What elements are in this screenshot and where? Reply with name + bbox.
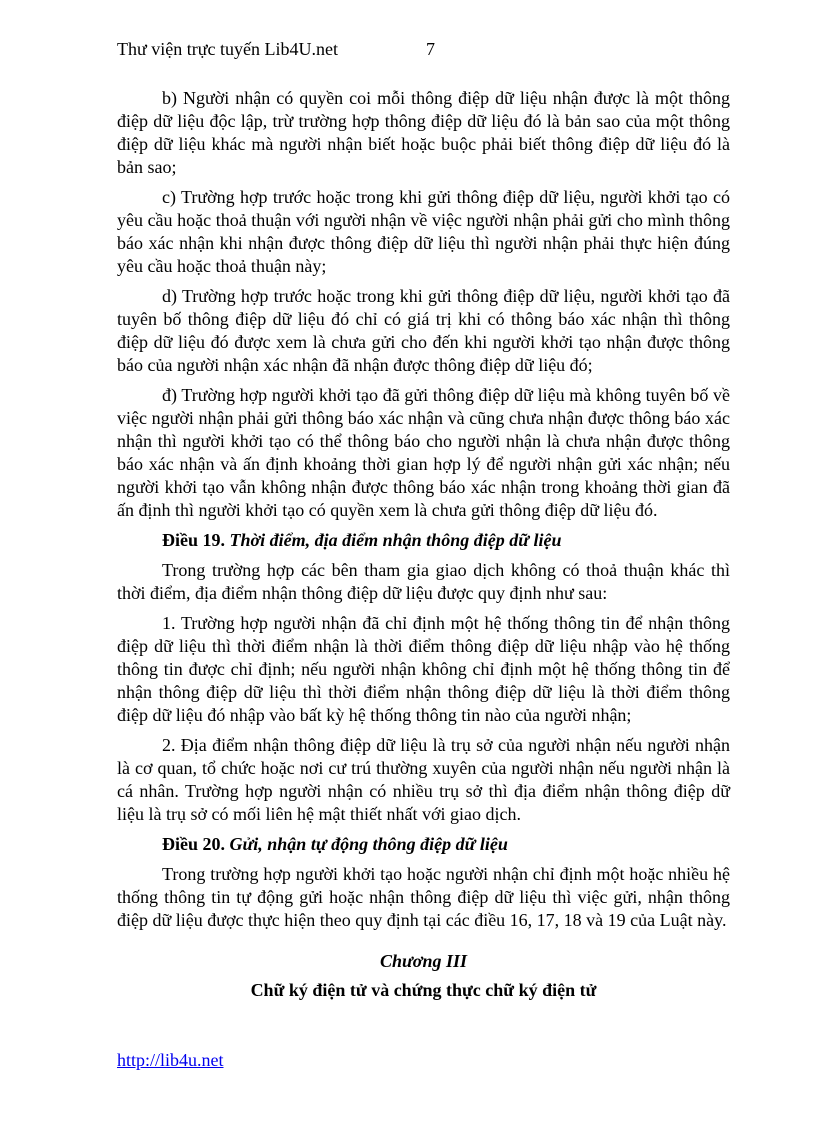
article-19-clause-2: 2. Địa điểm nhận thông điệp dữ liệu là trụ sở của người nhận nếu người nhận là cơ quan, tổ chức hoặc nơi cư trú thường xuyên của người nhận nếu người nhận là cá nhân. Trường hợp người nhận có nhiều trụ sở thì địa điểm nhận thông điệp dữ liệu là trụ sở có mối liên hệ mật thiết nhất với giao dịch. xyxy=(117,735,730,824)
document-body xyxy=(117,87,730,1002)
article-19-heading xyxy=(117,529,730,552)
chapter-label: Chương III xyxy=(380,951,467,971)
footer-link[interactable]: http://lib4u.net xyxy=(117,1050,224,1070)
article-19-title: Thời điểm, địa điểm nhận thông điệp dữ liệu xyxy=(229,530,562,550)
page-footer xyxy=(117,1049,224,1071)
article-20-heading xyxy=(117,833,730,856)
paragraph-b: b) Người nhận có quyền coi mỗi thông điệp dữ liệu nhận được là một thông điệp dữ liệu độc lập, trừ trường hợp thông điệp dữ liệu đó là bản sao của một thông điệp dữ liệu khác mà người nhận biết hoặc buộc phải biết thông điệp dữ liệu đó là bản sao; xyxy=(117,88,730,177)
article-20-title: Gửi, nhận tự động thông điệp dữ liệu xyxy=(229,834,508,854)
article-19-clause-1: 1. Trường hợp người nhận đã chỉ định một hệ thống thông tin để nhận thông điệp dữ liệu thì thời điểm nhận là thời điểm thông điệp dữ liệu nhập vào hệ thống thông tin được chỉ định; nếu người nhận không chỉ định một hệ thống thông tin để nhận thông điệp dữ liệu thì thời điểm nhận thông điệp dữ liệu là thời điểm thông điệp dữ liệu đó nhập vào bất kỳ hệ thống thông tin nào của người nhận; xyxy=(117,613,730,725)
chapter-title: Chữ ký điện tử và chứng thực chữ ký điện tử xyxy=(250,980,597,1000)
page-number: 7 xyxy=(426,39,435,59)
article-19-label: Điều 19. xyxy=(162,530,225,550)
paragraph-dd: đ) Trường hợp người khởi tạo đã gửi thông điệp dữ liệu mà không tuyên bố về việc người nhận phải gửi thông báo xác nhận và cũng chưa nhận được thông báo xác nhận thì người khởi tạo có thể thông báo cho người nhận là chưa nhận được thông báo xác nhận và ấn định khoảng thời gian hợp lý để người nhận gửi xác nhận; nếu người khởi tạo vẫn không nhận được thông báo xác nhận trong khoảng thời gian đã ấn định thì người khởi tạo có quyền xem là chưa gửi thông điệp dữ liệu đó. xyxy=(117,385,730,520)
article-19-intro: Trong trường hợp các bên tham gia giao dịch không có thoả thuận khác thì thời điểm, địa điểm nhận thông điệp dữ liệu được quy định như sau: xyxy=(117,560,730,603)
paragraph-d: d) Trường hợp trước hoặc trong khi gửi thông điệp dữ liệu, người khởi tạo đã tuyên bố thông điệp dữ liệu đó chỉ có giá trị khi có thông báo xác nhận thì thông điệp dữ liệu đó được xem là chưa gửi cho đến khi người khởi tạo nhận được thông báo của người nhận xác nhận đã nhận được thông điệp dữ liệu đó; xyxy=(117,286,730,375)
article-20-label: Điều 20. xyxy=(162,834,225,854)
header-site-title: Thư viện trực tuyến Lib4U.net xyxy=(117,39,338,59)
page-header xyxy=(117,38,435,60)
paragraph-c: c) Trường hợp trước hoặc trong khi gửi thông điệp dữ liệu, người khởi tạo có yêu cầu hoặc thoả thuận với người nhận về việc người nhận phải gửi cho mình thông báo xác nhận khi nhận được thông điệp dữ liệu thì người nhận phải thực hiện đúng yêu cầu hoặc thoả thuận này; xyxy=(117,187,730,276)
article-20-body: Trong trường hợp người khởi tạo hoặc người nhận chỉ định một hoặc nhiều hệ thống thông tin tự động gửi hoặc nhận thông điệp dữ liệu thì việc gửi, nhận thông điệp dữ liệu được thực hiện theo quy định tại các điều 16, 17, 18 và 19 của Luật này. xyxy=(117,864,730,930)
